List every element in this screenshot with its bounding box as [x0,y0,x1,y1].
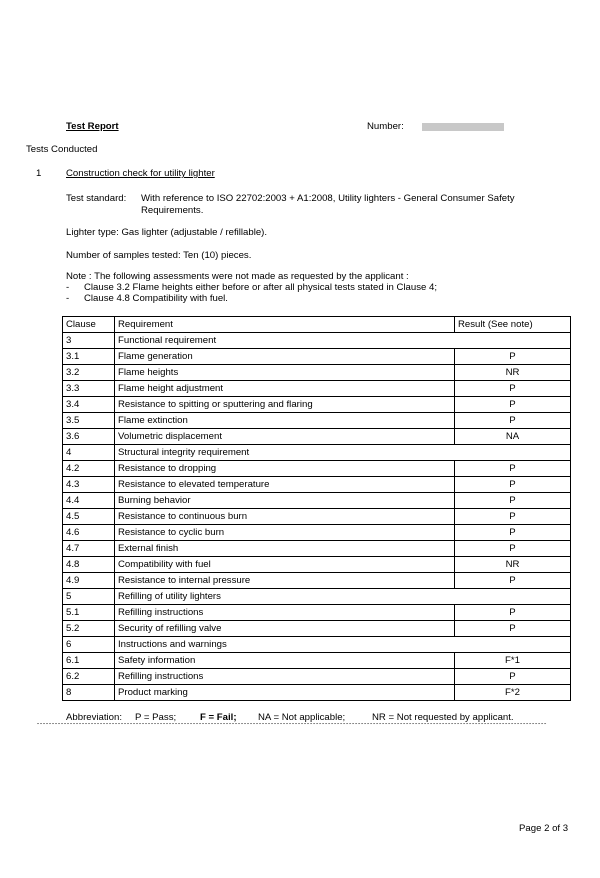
table-row [63,573,571,589]
result-cell: P [455,477,571,493]
redacted-number [422,123,504,131]
number-label: Number: [367,121,404,132]
results-table [62,316,571,701]
note-bullet-dash: - [66,293,70,304]
table-row [63,365,571,381]
result-cell: P [455,509,571,525]
clause-cell: 4.6 [63,525,115,541]
result-cell: F*1 [455,653,571,669]
requirement-cell: Volumetric displacement [115,429,455,445]
table-row [63,381,571,397]
table-row [63,461,571,477]
requirement-cell: Burning behavior [115,493,455,509]
requirement-cell: Resistance to internal pressure [115,573,455,589]
clause-cell: 3.1 [63,349,115,365]
abbrev-na: NA = Not applicable; [258,712,346,723]
clause-cell: 3.4 [63,397,115,413]
result-cell: P [455,461,571,477]
requirement-cell: Compatibility with fuel [115,557,455,573]
requirement-cell: Safety information [115,653,455,669]
note-bullet: Clause 3.2 Flame heights either before or after all physical tests stated in Clause 4; [84,282,438,293]
result-cell: P [455,413,571,429]
clause-cell: 4.5 [63,509,115,525]
result-cell: NA [455,429,571,445]
section-heading: Tests Conducted [26,144,98,155]
abbrev-fail: F = Fail; [200,712,237,723]
result-cell: P [455,669,571,685]
table-row [63,605,571,621]
result-cell: P [455,525,571,541]
requirement-cell: Flame height adjustment [115,381,455,397]
requirement-cell: External finish [115,541,455,557]
table-row [63,589,571,605]
clause-cell: 5.2 [63,621,115,637]
clause-cell: 4 [63,445,115,461]
table-row [63,525,571,541]
table-row [63,669,571,685]
result-cell: NR [455,557,571,573]
clause-cell: 4.2 [63,461,115,477]
table-row [63,621,571,637]
table-row [63,429,571,445]
requirement-cell: Flame extinction [115,413,455,429]
result-cell: P [455,397,571,413]
result-cell: P [455,541,571,557]
table-row [63,493,571,509]
item-index: 1 [36,168,42,179]
table-row [63,653,571,669]
table-row [63,445,571,461]
clause-cell: 5.1 [63,605,115,621]
requirement-cell: Resistance to continuous burn [115,509,455,525]
note-bullet: Clause 4.8 Compatibility with fuel. [84,293,228,304]
clause-cell: 6 [63,637,115,653]
requirement-cell: Resistance to spitting or sputtering and flaring [115,397,455,413]
table-row [63,333,571,349]
separator-line: ************************************************************************************************************************************************************************** [36,723,547,729]
table-row [63,685,571,701]
lighter-type: Lighter type: Gas lighter (adjustable / refillable). [66,227,268,238]
requirement-cell: Flame generation [115,349,455,365]
note-intro: Note : The following assessments were not made as requested by the applicant : [66,271,409,282]
table-row [63,477,571,493]
requirement-cell: Refilling of utility lighters [115,589,571,605]
result-cell: F*2 [455,685,571,701]
requirement-cell: Resistance to dropping [115,461,455,477]
result-cell: P [455,493,571,509]
requirement-cell: Structural integrity requirement [115,445,571,461]
clause-cell: 8 [63,685,115,701]
requirement-cell: Product marking [115,685,455,701]
test-standard-line2: Requirements. [141,205,204,216]
clause-cell: 3.3 [63,381,115,397]
clause-cell: 6.1 [63,653,115,669]
test-standard-line1: With reference to ISO 22702:2003 + A1:2008, Utility lighters - General Consumer Safety [141,193,515,204]
item-title: Construction check for utility lighter [66,168,215,179]
table-row [63,349,571,365]
header-clause: Clause [63,317,115,333]
requirement-cell: Refilling instructions [115,605,455,621]
result-cell: P [455,621,571,637]
clause-cell: 4.3 [63,477,115,493]
table-row [63,637,571,653]
clause-cell: 3 [63,333,115,349]
clause-cell: 4.8 [63,557,115,573]
samples-tested: Number of samples tested: Ten (10) pieces. [66,250,252,261]
note-bullet-dash: - [66,282,70,293]
header-requirement: Requirement [115,317,455,333]
table-row [63,557,571,573]
clause-cell: 4.4 [63,493,115,509]
clause-cell: 3.6 [63,429,115,445]
abbrev-nr: NR = Not requested by applicant. [372,712,514,723]
clause-cell: 3.5 [63,413,115,429]
test-standard-label: Test standard: [66,193,127,204]
requirement-cell: Security of refilling valve [115,621,455,637]
clause-cell: 4.7 [63,541,115,557]
table-header-row [63,317,571,333]
table-row [63,397,571,413]
requirement-cell: Resistance to cyclic burn [115,525,455,541]
requirement-cell: Resistance to elevated temperature [115,477,455,493]
result-cell: P [455,605,571,621]
result-cell: P [455,381,571,397]
requirement-cell: Flame heights [115,365,455,381]
result-cell: NR [455,365,571,381]
abbrev-pass: P = Pass; [135,712,177,723]
result-cell: P [455,573,571,589]
page-number: Page 2 of 3 [519,823,569,834]
table-row [63,509,571,525]
result-cell: P [455,349,571,365]
requirement-cell: Functional requirement [115,333,571,349]
clause-cell: 6.2 [63,669,115,685]
table-row [63,413,571,429]
abbreviation-label: Abbreviation: [66,712,122,723]
clause-cell: 5 [63,589,115,605]
requirement-cell: Refilling instructions [115,669,455,685]
clause-cell: 4.9 [63,573,115,589]
requirement-cell: Instructions and warnings [115,637,571,653]
report-title: Test Report [66,121,119,132]
table-row [63,541,571,557]
header-result: Result (See note) [455,317,571,333]
clause-cell: 3.2 [63,365,115,381]
